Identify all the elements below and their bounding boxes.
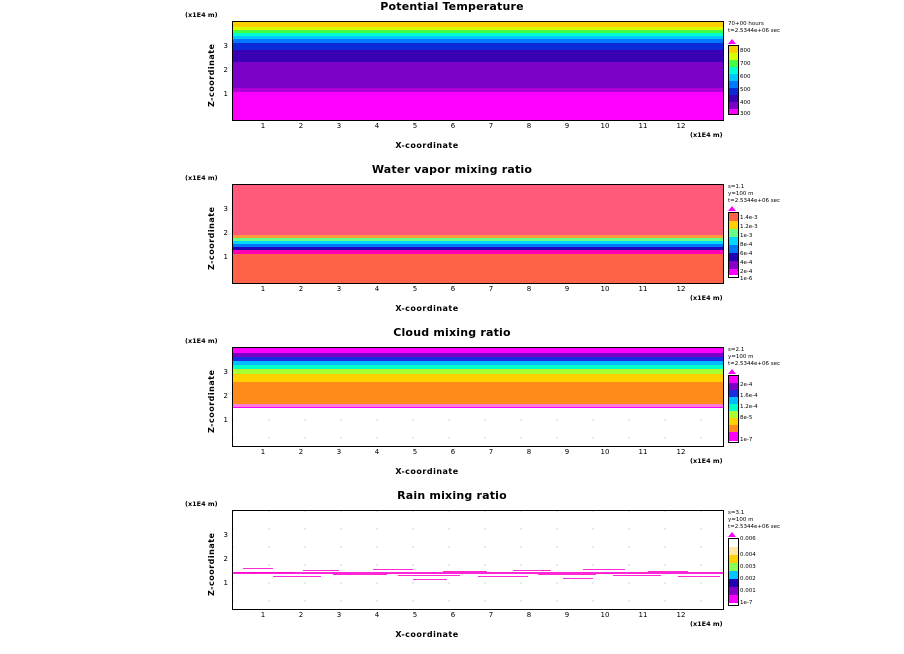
colorbar-tick-label: 400 xyxy=(740,100,751,106)
x-tick-label: 10 xyxy=(600,448,610,456)
x-tick-label: 1 xyxy=(260,122,266,130)
x-tick-label: 9 xyxy=(564,448,570,456)
x-tick-label: 9 xyxy=(564,285,570,293)
panel-title: Water vapor mixing ratio xyxy=(371,163,533,176)
colorbar-arrow-up xyxy=(728,206,736,211)
x-tick-label: 4 xyxy=(374,448,380,456)
x-axis-label: X-coordinate xyxy=(395,304,459,313)
y-axis-label: Z-coordinate xyxy=(207,43,216,107)
colorbar-legend xyxy=(728,347,808,447)
rain-contours xyxy=(233,567,723,581)
contour-band xyxy=(233,50,723,62)
z-unit-label: (x1E4 m) xyxy=(185,500,218,508)
legend-annotation: y=100 m xyxy=(728,191,754,197)
colorbar-arrow-up xyxy=(728,39,736,44)
x-tick-label: 10 xyxy=(600,611,610,619)
x-tick-label: 7 xyxy=(488,285,494,293)
x-tick-label: 10 xyxy=(600,285,610,293)
colorbar-tick-label: 2e-4 xyxy=(740,269,753,275)
colorbar-tick-label: 8e-5 xyxy=(740,415,753,421)
y-tick-label: 2 xyxy=(223,555,228,563)
legend-annotation: 70+00 hours xyxy=(728,21,764,27)
contour-band xyxy=(233,185,723,235)
colorbar-tick-label: 1e-6 xyxy=(740,276,753,282)
colorbar-tick-label: 700 xyxy=(740,61,751,67)
y-axis-label: Z-coordinate xyxy=(207,532,216,596)
x-axis-label: X-coordinate xyxy=(395,630,459,639)
x-tick-label: 9 xyxy=(564,122,570,130)
contour-band xyxy=(233,254,723,283)
legend-annotation: t=2.5344e+06 sec xyxy=(728,198,781,204)
legend-annotation: s=2.1 xyxy=(728,347,745,353)
x-tick-label: 6 xyxy=(450,611,456,619)
x-tick-label: 2 xyxy=(298,611,304,619)
y-tick-label: 2 xyxy=(223,66,228,74)
colorbar-arrow-up xyxy=(728,532,736,537)
colorbar-legend xyxy=(728,510,808,610)
rain-core-band xyxy=(233,572,723,574)
colorbar-tick-label: 300 xyxy=(740,111,751,117)
z-unit-label: (x1E4 m) xyxy=(185,174,218,182)
contour-band xyxy=(233,62,723,88)
plot-area xyxy=(232,347,724,447)
x-tick-label: 12 xyxy=(676,122,686,130)
x-tick-label: 8 xyxy=(526,611,532,619)
legend-annotation: t=2.5344e+06 sec xyxy=(728,524,781,530)
x-tick-label: 11 xyxy=(638,122,648,130)
x-tick-label: 5 xyxy=(412,122,418,130)
x-tick-label: 5 xyxy=(412,285,418,293)
x-unit-label: (x1E4 m) xyxy=(690,457,723,465)
y-tick-label: 3 xyxy=(223,368,228,376)
colorbar-tick-label: 2e-4 xyxy=(740,382,753,388)
x-tick-label: 7 xyxy=(488,611,494,619)
colorbar-tick-label: 0.004 xyxy=(740,552,756,558)
plot-area xyxy=(232,510,724,610)
y-axis-label: Z-coordinate xyxy=(207,206,216,270)
y-tick-label: 3 xyxy=(223,42,228,50)
x-tick-label: 5 xyxy=(412,611,418,619)
x-tick-label: 8 xyxy=(526,285,532,293)
panel-water-vapor-mixing-ratio xyxy=(0,163,904,326)
x-tick-label: 3 xyxy=(336,285,342,293)
colorbar xyxy=(728,538,739,606)
colorbar-tick-label: 1e-3 xyxy=(740,233,753,239)
colorbar-tick-label: 1.2e-4 xyxy=(740,404,758,410)
grid-dots xyxy=(233,511,723,609)
contour-band xyxy=(233,43,723,50)
panel-rain-mixing-ratio xyxy=(0,489,904,654)
colorbar xyxy=(728,212,739,278)
x-tick-label: 8 xyxy=(526,448,532,456)
x-tick-label: 11 xyxy=(638,285,648,293)
x-tick-label: 1 xyxy=(260,611,266,619)
z-unit-label: (x1E4 m) xyxy=(185,11,218,19)
colorbar-arrow-up xyxy=(728,369,736,374)
colorbar-tick-label: 0.002 xyxy=(740,576,756,582)
contour-band xyxy=(233,382,723,404)
colorbar-legend xyxy=(728,184,808,284)
colorbar-tick-label: 1.2e-3 xyxy=(740,224,758,230)
x-tick-label: 11 xyxy=(638,448,648,456)
x-tick-label: 12 xyxy=(676,448,686,456)
x-tick-label: 2 xyxy=(298,448,304,456)
x-tick-label: 4 xyxy=(374,122,380,130)
colorbar-tick-label: 1.4e-3 xyxy=(740,215,758,221)
colorbar-tick-label: 0.003 xyxy=(740,564,756,570)
x-tick-label: 7 xyxy=(488,448,494,456)
legend-annotation: y=100 m xyxy=(728,354,754,360)
plot-area xyxy=(232,21,724,121)
x-tick-label: 3 xyxy=(336,122,342,130)
y-tick-label: 1 xyxy=(223,416,228,424)
colorbar xyxy=(728,45,739,115)
colorbar-tick-label: 1e-7 xyxy=(740,437,753,443)
x-tick-label: 12 xyxy=(676,611,686,619)
colorbar-tick-label: 500 xyxy=(740,87,751,93)
x-unit-label: (x1E4 m) xyxy=(690,620,723,628)
x-tick-label: 4 xyxy=(374,611,380,619)
plot-area xyxy=(232,184,724,284)
y-tick-label: 3 xyxy=(223,531,228,539)
y-tick-label: 1 xyxy=(223,253,228,261)
colorbar-tick-label: 4e-4 xyxy=(740,260,753,266)
colorbar-tick-label: 1.6e-4 xyxy=(740,393,758,399)
panel-title: Potential Temperature xyxy=(380,0,524,13)
legend-annotation: t=2.5344e+06 sec xyxy=(728,361,781,367)
x-unit-label: (x1E4 m) xyxy=(690,131,723,139)
colorbar-tick-label: 8e-4 xyxy=(740,242,753,248)
colorbar-tick-label: 0.001 xyxy=(740,588,756,594)
x-axis-label: X-coordinate xyxy=(395,467,459,476)
legend-annotation: s=1.1 xyxy=(728,184,745,190)
x-unit-label: (x1E4 m) xyxy=(690,294,723,302)
colorbar-tick-label: 1e-7 xyxy=(740,600,753,606)
colorbar xyxy=(728,375,739,443)
panel-potential-temperature xyxy=(0,0,904,163)
colorbar-tick-label: 800 xyxy=(740,48,751,54)
x-tick-label: 5 xyxy=(412,448,418,456)
panel-cloud-mixing-ratio xyxy=(0,326,904,489)
panel-title: Rain mixing ratio xyxy=(397,489,507,502)
x-tick-label: 8 xyxy=(526,122,532,130)
x-tick-label: 4 xyxy=(374,285,380,293)
z-unit-label: (x1E4 m) xyxy=(185,337,218,345)
legend-annotation: s=3.1 xyxy=(728,510,745,516)
x-tick-label: 9 xyxy=(564,611,570,619)
legend-annotation: y=100 m xyxy=(728,517,754,523)
x-tick-label: 6 xyxy=(450,122,456,130)
x-tick-label: 2 xyxy=(298,285,304,293)
x-tick-label: 6 xyxy=(450,448,456,456)
colorbar-legend xyxy=(728,21,808,121)
contour-band xyxy=(233,407,723,408)
panel-title: Cloud mixing ratio xyxy=(393,326,511,339)
x-tick-label: 6 xyxy=(450,285,456,293)
x-tick-label: 3 xyxy=(336,611,342,619)
colorbar-tick-label: 0.006 xyxy=(740,536,756,542)
y-tick-label: 1 xyxy=(223,90,228,98)
x-tick-label: 1 xyxy=(260,448,266,456)
y-tick-label: 2 xyxy=(223,229,228,237)
colorbar-tick-label: 6e-4 xyxy=(740,251,753,257)
x-tick-label: 10 xyxy=(600,122,610,130)
y-tick-label: 3 xyxy=(223,205,228,213)
x-tick-label: 7 xyxy=(488,122,494,130)
x-tick-label: 1 xyxy=(260,285,266,293)
x-tick-label: 2 xyxy=(298,122,304,130)
contour-band xyxy=(233,92,723,120)
legend-annotation: t=2.5344e+06 sec xyxy=(728,28,781,34)
colorbar-tick-label: 600 xyxy=(740,74,751,80)
x-axis-label: X-coordinate xyxy=(395,141,459,150)
y-tick-label: 1 xyxy=(223,579,228,587)
x-tick-label: 11 xyxy=(638,611,648,619)
y-axis-label: Z-coordinate xyxy=(207,369,216,433)
x-tick-label: 12 xyxy=(676,285,686,293)
contour-band xyxy=(233,374,723,382)
y-tick-label: 2 xyxy=(223,392,228,400)
x-tick-label: 3 xyxy=(336,448,342,456)
